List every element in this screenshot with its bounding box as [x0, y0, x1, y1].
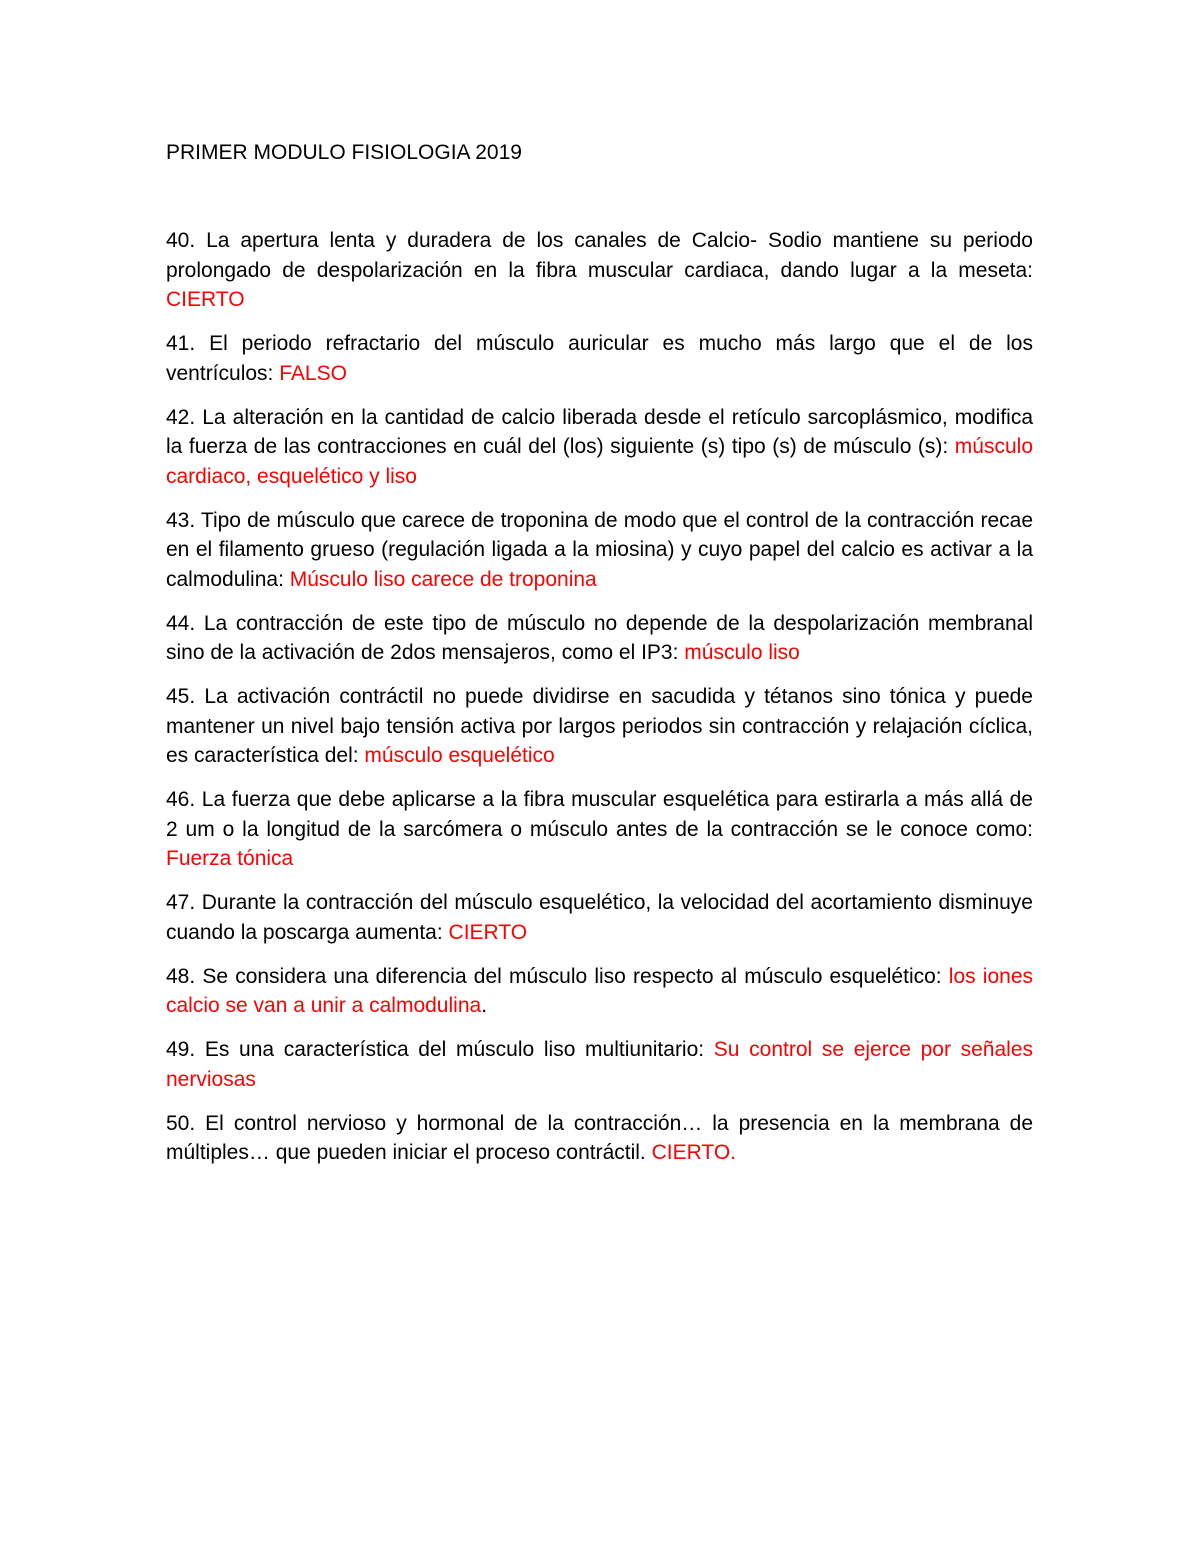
question-text: 43. Tipo de músculo que carece de troponina de modo que el control de la contracción recae en el filamento grueso (regulación ligada a la miosina) y cuyo papel del calcio es activar a la calmodulina: [166, 508, 1033, 591]
question-text: 47. Durante la contracción del músculo esquelético, la velocidad del acortamiento disminuye cuando la poscarga aumenta: [166, 891, 1033, 944]
document-title: PRIMER MODULO FISIOLOGIA 2019 [166, 141, 522, 164]
answer-text: CIERTO [166, 288, 245, 311]
answer-text: músculo liso [684, 641, 800, 664]
question-text: 40. La apertura lenta y duradera de los canales de Calcio- Sodio mantiene su periodo prolongado de despolarización en la fibra muscular cardiaca, dando lugar a la meseta: [166, 229, 1033, 282]
answer-text: Fuerza tónica [166, 847, 294, 870]
answer-text: Músculo liso carece de troponina [289, 567, 597, 591]
question-49 [166, 1035, 1033, 1094]
answer-text: Su control se ejerce por señales nerviosas [166, 1038, 1033, 1091]
question-text: 41. El periodo refractario del músculo auricular es mucho más largo que el de los ventrículos: [166, 332, 1033, 385]
question-50 [166, 1109, 1033, 1168]
answer-text: los iones calcio se van a unir a calmodulina [166, 964, 1034, 1017]
question-47 [166, 888, 1033, 947]
answer-text: FALSO [279, 361, 347, 385]
question-trailing-text: . [481, 994, 488, 1017]
question-44 [166, 609, 1033, 668]
question-text: 45. La activación contráctil no puede dividirse en sacudida y tétanos sino tónica y puede mantener un nivel bajo tensión activa por largos periodos sin contracción y relajación cíclica, es característica del: [166, 685, 1033, 767]
question-text: 44. La contracción de este tipo de músculo no depende de la despolarización membranal sino de la activación de 2dos mensajeros, como el IP3: [166, 611, 1033, 664]
question-40 [166, 226, 1033, 315]
question-45 [166, 682, 1033, 771]
question-43 [166, 506, 1033, 595]
question-41 [166, 329, 1033, 388]
question-text: 46. La fuerza que debe aplicarse a la fibra muscular esquelética para estirarla a más allá de 2 um o la longitud de la sarcómera o músculo antes de la contracción se le conoce como: [166, 788, 1033, 841]
answer-text: CIERTO [448, 920, 528, 944]
question-text: 48. Se considera una diferencia del músculo liso respecto al músculo esquelético: [166, 964, 949, 988]
question-46 [166, 785, 1033, 874]
question-text: 50. El control nervioso y hormonal de la contracción… la presencia en la membrana de múltiples… que pueden iniciar el proceso contráctil. [166, 1111, 1033, 1164]
answer-text: CIERTO. [651, 1141, 737, 1164]
question-text: 42. La alteración en la cantidad de calcio liberada desde el retículo sarcoplásmico, modifica la fuerza de las contracciones en cuál del (los) siguiente (s) tipo (s) de músculo (s): [166, 405, 1033, 458]
answer-text: músculo cardiaco, esquelético y liso [166, 435, 1033, 488]
answer-text: músculo esquelético [364, 744, 555, 767]
question-text: 49. Es una característica del músculo liso multiunitario: [166, 1038, 714, 1061]
document-page [166, 138, 1033, 1182]
question-42 [166, 403, 1033, 492]
question-48 [166, 962, 1033, 1021]
